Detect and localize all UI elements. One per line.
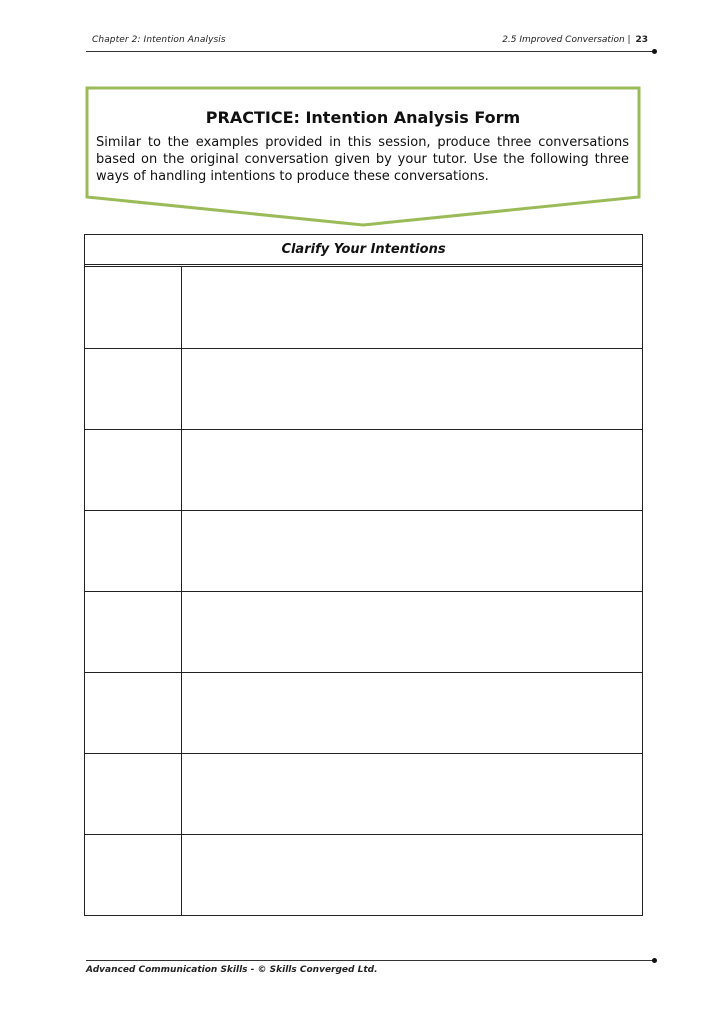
header-separator: | [627,35,631,45]
form-row-label-cell[interactable] [85,430,182,510]
form-row-label-cell[interactable] [85,511,182,591]
form-row [85,510,642,591]
form-row [85,267,642,348]
form-row [85,753,642,834]
form-row-content-cell[interactable] [182,835,642,915]
form-row [85,672,642,753]
form-rows [85,267,642,915]
form-row-content-cell[interactable] [182,592,642,672]
intention-form-table [84,234,643,916]
footer-rule [86,960,654,961]
form-row-content-cell[interactable] [182,349,642,429]
header-chapter: Chapter 2: Intention Analysis [92,35,226,45]
banner-title: PRACTICE: Intention Analysis Form [205,108,521,127]
form-row-label-cell[interactable] [85,267,182,348]
form-row-content-cell[interactable] [182,267,642,348]
form-row-label-cell[interactable] [85,754,182,834]
footer-copyright: Advanced Communication Skills - © Skills Converged Ltd. [86,965,378,975]
form-row-content-cell[interactable] [182,754,642,834]
form-row [85,591,642,672]
form-row-content-cell[interactable] [182,511,642,591]
form-row-label-cell[interactable] [85,673,182,753]
form-title: Clarify Your Intentions [85,235,642,267]
form-row-label-cell[interactable] [85,349,182,429]
form-row [85,348,642,429]
form-row [85,834,642,915]
footer-rule-dot [652,958,657,963]
form-row-content-cell[interactable] [182,673,642,753]
form-row [85,429,642,510]
form-row-content-cell[interactable] [182,430,642,510]
banner-instructions: Similar to the examples provided in this session, produce three conversations based on the original conversation given by your tutor. Use the following three ways of handling intentions to produce these conversations. [96,135,629,184]
form-row-label-cell[interactable] [85,835,182,915]
page-number: 23 [635,35,648,45]
header-section-title: 2.5 Improved Conversation [502,35,625,45]
form-row-label-cell[interactable] [85,592,182,672]
